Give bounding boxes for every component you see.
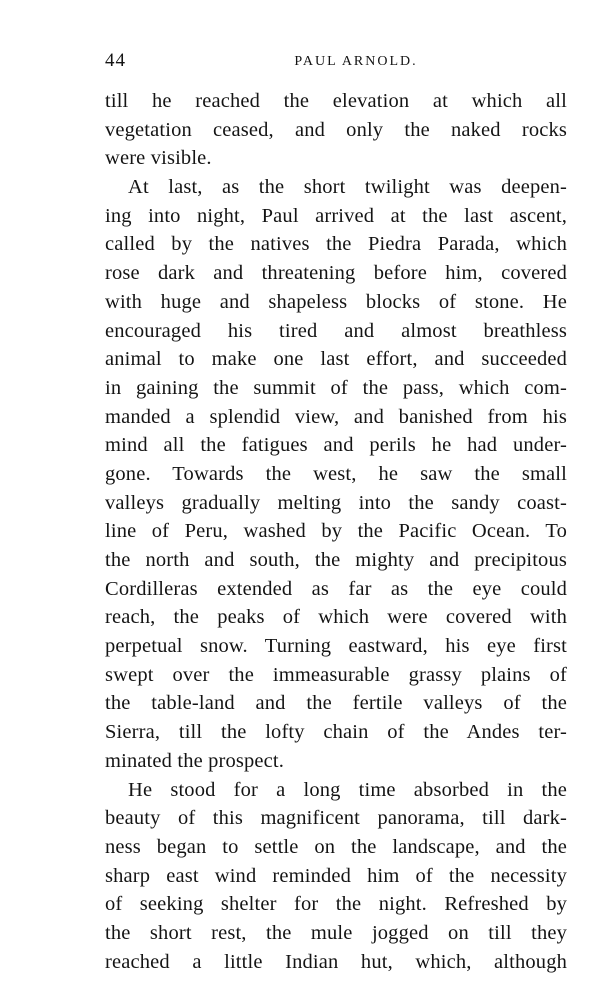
text-line: reached a little Indian hut, which, although bbox=[105, 950, 567, 973]
text-line: minated the prospect. bbox=[105, 749, 285, 772]
text-line: gone. Towards the west, he saw the small bbox=[105, 462, 567, 485]
text-line: ness began to settle on the landscape, and the bbox=[105, 835, 567, 858]
text-line: manded a splendid view, and banished from his bbox=[105, 405, 567, 428]
text-line: the table-land and the fertile valleys of the bbox=[105, 692, 567, 715]
text-line: swept over the immeasurable grassy plains of bbox=[105, 663, 567, 686]
text-line: beauty of this magnificent panorama, till dark- bbox=[105, 807, 567, 830]
text-line: He stood for a long time absorbed in the bbox=[128, 778, 567, 801]
text-line: line of Peru, washed by the Pacific Ocean. To bbox=[105, 520, 567, 543]
text-line: in gaining the summit of the pass, which com- bbox=[105, 376, 567, 399]
text-line: sharp east wind reminded him of the necessity bbox=[105, 864, 567, 887]
text-line: At last, as the short twilight was deepen- bbox=[128, 176, 567, 199]
text-line: animal to make one last effort, and succeeded bbox=[105, 348, 567, 371]
text-line: Sierra, till the lofty chain of the Andes ter- bbox=[105, 721, 567, 744]
text-line: ing into night, Paul arrived at the last ascent, bbox=[105, 204, 567, 227]
running-title: PAUL ARNOLD. bbox=[294, 54, 418, 69]
text-line: were visible. bbox=[105, 147, 212, 170]
text-line: encouraged his tired and almost breathless bbox=[105, 319, 567, 342]
text-line: with huge and shapeless blocks of stone. He bbox=[105, 290, 567, 313]
text-line: valleys gradually melting into the sandy coast- bbox=[105, 491, 567, 514]
text-line: mind all the fatigues and perils he had under- bbox=[105, 434, 567, 457]
text-line: called by the natives the Piedra Parada, which bbox=[105, 233, 567, 256]
text-line: perpetual snow. Turning eastward, his eye first bbox=[105, 635, 567, 658]
text-line: reach, the peaks of which were covered with bbox=[105, 606, 567, 629]
text-line: rose dark and threatening before him, covered bbox=[105, 262, 567, 285]
text-line: the short rest, the mule jogged on till they bbox=[105, 921, 567, 944]
body-text bbox=[105, 87, 567, 976]
text-line: Cordilleras extended as far as the eye could bbox=[105, 577, 567, 600]
running-head bbox=[105, 50, 562, 74]
text-line: of seeking shelter for the night. Refreshed by bbox=[105, 893, 567, 916]
text-line: vegetation ceased, and only the naked rocks bbox=[105, 118, 567, 141]
text-line: the north and south, the mighty and precipitous bbox=[105, 549, 567, 571]
page-number: 44 bbox=[105, 50, 126, 71]
text-line: till he reached the elevation at which all bbox=[105, 90, 567, 112]
